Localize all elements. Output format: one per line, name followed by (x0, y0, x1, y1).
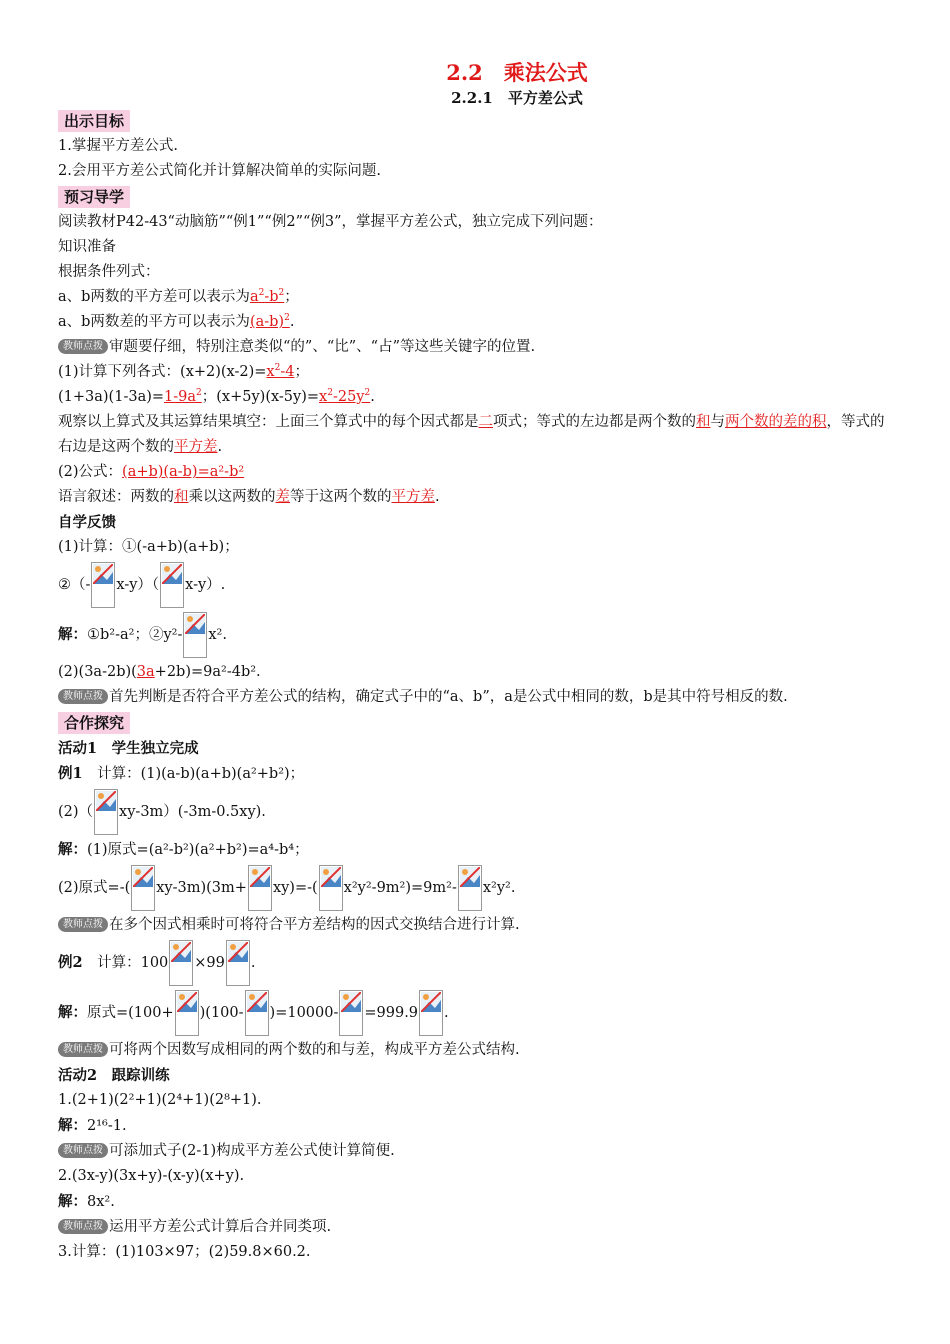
answer-a-b-squared: $(a-b)^2$ (249, 313, 290, 330)
teacher-tip-badge: 教师点拨 (58, 1042, 108, 1057)
training-1-solution: 解：2¹⁶-1. (58, 1117, 127, 1134)
question-diff-of-squares: a、b两数的平方差可以表示为$a^2-b^2$； (58, 288, 299, 305)
example-1-solution-1: 解：(1)原式=(a²-b²)(a²+b²)=a⁴-b⁴； (58, 841, 309, 858)
fraction-image-icon (339, 990, 363, 1036)
fraction-image-icon (183, 612, 207, 658)
teacher-tip-badge: 教师点拨 (58, 1219, 108, 1234)
fraction-image-icon (94, 789, 118, 835)
example-2-question: 例2 计算：100 ×99 . (58, 938, 898, 988)
fraction-image-icon (160, 562, 184, 608)
formula-answer: (a+b)(a-b)=a²-b² (122, 464, 245, 480)
training-1: 1.(2+1)(2²+1)(2⁴+1)(2⁸+1). (58, 1092, 262, 1108)
feedback-q2: ②（- x-y）（ x-y）. (58, 560, 898, 610)
page-subtitle: 2.2.1 平方差公式 (451, 89, 583, 107)
fraction-image-icon (458, 865, 482, 911)
knowledge-prep: 知识准备 (58, 239, 116, 255)
feedback-solution-1: 解：①b²-a²；②y²- x². (58, 610, 898, 660)
example-1-question: 例1 计算：(1)(a-b)(a+b)(a²+b²)； (58, 765, 305, 782)
fraction-image-icon (319, 865, 343, 911)
teacher-tip-3: 教师点拨 在多个因式相乘时可将符合平方差结构的因式交换结合进行计算. (58, 913, 898, 938)
teacher-tip-6: 教师点拨 运用平方差公式计算后合并同类项. (58, 1215, 898, 1240)
observation-paragraph: 观察以上算式及其运算结果填空：上面三个算式中的每个因式都是二项式；等式的左边都是两个数的和与两个数的差的积，等式的右边是这两个数的平方差. (58, 414, 885, 455)
activity-2-heading: 活动2 跟踪训练 (58, 1067, 170, 1084)
calc-line-1: (1)计算下列各式：$(x+2)(x-2)=x^2-4$； (58, 363, 309, 380)
training-3: 3.计算：(1)103×97；(2)59.8×60.2. (58, 1244, 311, 1260)
activity-1-heading: 活动1 学生独立完成 (58, 740, 199, 757)
calc-line-2: $(1+3a)(1-3a)=1-9a^2$；$(x+5y)(x-5y)=x^2-25y^2$. (58, 388, 375, 405)
formula-line: (2)公式：(a+b)(a-b)=a²-b² (58, 464, 245, 480)
fraction-image-icon (248, 865, 272, 911)
teacher-tip-2: 教师点拨 首先判断是否符合平方差公式的结构，确定式子中的“a、b”，a是公式中相同的数，b是其中符号相反的数. (58, 685, 898, 710)
goal-2: 2.会用平方差公式简化并计算解决简单的实际问题. (58, 163, 381, 179)
fraction-image-icon (91, 562, 115, 608)
answer-1-9a2: $1-9a^2$ (164, 388, 202, 405)
teacher-tip-5: 教师点拨 可添加式子(2-1)构成平方差公式使计算简便. (58, 1139, 898, 1164)
fraction-image-icon (169, 940, 193, 986)
answer-a2-b2: $a^2-b^2$ (249, 288, 285, 305)
answer-x2-4: $x^2-4$ (266, 363, 295, 380)
fraction-image-icon (419, 990, 443, 1036)
fraction-image-icon (131, 865, 155, 911)
question-square-of-diff: a、b两数差的平方可以表示为$(a-b)^2$. (58, 313, 295, 330)
feedback-q1: (1)计算：①(-a+b)(a+b)； (58, 539, 239, 555)
fraction-image-icon (175, 990, 199, 1036)
teacher-tip-badge: 教师点拨 (58, 689, 108, 704)
language-statement: 语言叙述：两数的和乘以这两数的差等于这两个数的平方差. (58, 489, 440, 505)
fraction-image-icon (245, 990, 269, 1036)
section-heading-feedback: 自学反馈 (58, 514, 116, 531)
section-tag-preview: 预习导学 (58, 186, 130, 208)
teacher-tip-badge: 教师点拨 (58, 917, 108, 932)
condition-label: 根据条件列式： (58, 264, 160, 280)
worksheet-page (58, 58, 898, 1265)
page-title: 2.2 乘法公式 (446, 60, 588, 85)
teacher-tip-1: 教师点拨 审题要仔细，特别注意类似“的”、“比”、“占”等这些关键字的位置. (58, 335, 898, 360)
answer-x2-25y2: $x^2-25y^2$ (319, 388, 371, 405)
training-2: 2.(3x-y)(3x+y)-(x-y)(x+y). (58, 1168, 245, 1184)
preview-intro: 阅读教材P42-43“动脑筋”“例1”“例2”“例3”，掌握平方差公式，独立完成下列问题： (58, 214, 603, 230)
goal-1: 1.掌握平方差公式. (58, 138, 178, 154)
feedback-q3: (2)(3a-2b)(3a+2b)=9a²-4b². (58, 664, 261, 680)
fraction-image-icon (226, 940, 250, 986)
section-tag-explore: 合作探究 (58, 712, 130, 734)
example-2-solution: 解：原式=(100+ )(100- )=10000- =999.9 . (58, 988, 898, 1038)
section-tag-goals: 出示目标 (58, 110, 130, 132)
example-1-question-2: (2)（ xy-3m）(-3m-0.5xy). (58, 787, 898, 837)
teacher-tip-badge: 教师点拨 (58, 339, 108, 354)
teacher-tip-4: 教师点拨 可将两个因数写成相同的两个数的和与差，构成平方差公式结构. (58, 1038, 898, 1063)
example-1-solution-2: (2)原式=-( xy-3m)(3m+ xy)=-( x²y²-9m²)=9m²- x²y². (58, 863, 898, 913)
teacher-tip-badge: 教师点拨 (58, 1143, 108, 1158)
training-2-solution: 解：8x². (58, 1193, 115, 1210)
